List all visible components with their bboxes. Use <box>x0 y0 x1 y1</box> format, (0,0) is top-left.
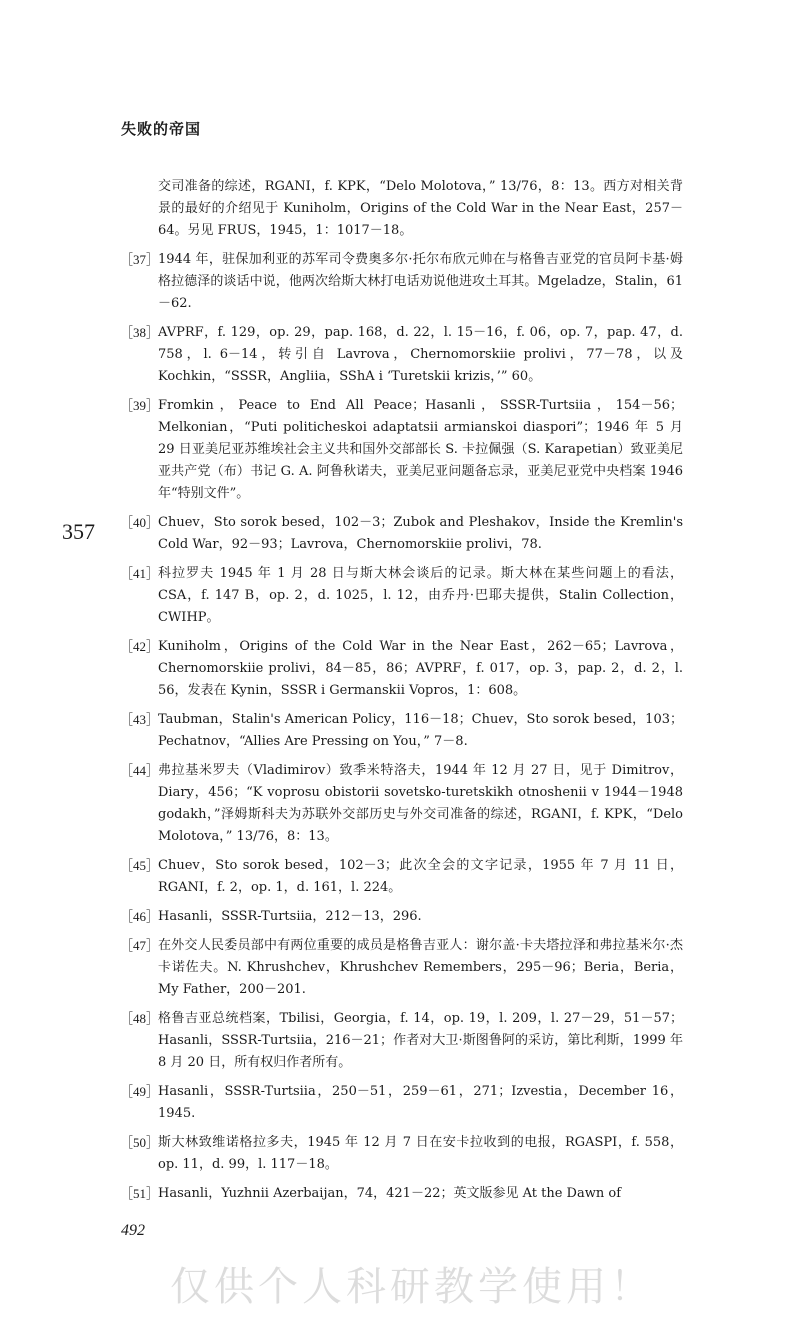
note-text: Chuev，Sto sorok besed，102－3；此次全会的文字记录，1955 年 7 月 11 日，RGANI，f. 2，op. 1，d. 161，l. 224。 <box>158 858 683 895</box>
note-number: ［48］ <box>120 1011 160 1026</box>
note-number: ［44］ <box>120 763 160 778</box>
note-number: ［50］ <box>120 1135 160 1150</box>
endnote-41 <box>120 563 683 629</box>
endnote-47 <box>120 935 683 1001</box>
note-text: Hasanli，Yuzhnii Azerbaijan，74，421－22；英文版参见 At the Dawn of <box>158 1186 622 1201</box>
endnote-44 <box>120 760 683 848</box>
endnote-38 <box>120 322 683 388</box>
note-number: ［37］ <box>120 252 160 267</box>
note-number: ［47］ <box>120 938 160 953</box>
note-text: Hasanli，SSSR-Turtsiia，212－13，296. <box>158 909 422 924</box>
note-number: ［51］ <box>120 1186 160 1201</box>
page-number: 492 <box>121 1222 145 1239</box>
note-number: ［42］ <box>120 639 160 654</box>
endnote-42 <box>120 636 683 702</box>
endnote-40 <box>120 512 683 556</box>
note-number: ［43］ <box>120 712 160 727</box>
note-text: 1944 年，驻保加利亚的苏军司令费奥多尔·托尔布欣元帅在与格鲁吉亚党的官员阿卡基·姆格拉德泽的谈话中说，他两次给斯大林打电话劝说他进攻土耳其。Mgeladze，Stalin，61－62. <box>158 252 683 311</box>
endnote-46 <box>120 906 683 928</box>
endnotes-list <box>120 176 683 1212</box>
endnote-48 <box>120 1008 683 1074</box>
note-text: 在外交人民委员部中有两位重要的成员是格鲁吉亚人：谢尔盖·卡夫塔拉泽和弗拉基米尔·杰卡诺佐夫。N. Khrushchev，Khrushchev Remembers，295－96；Beria，Beria，My Father，200－201. <box>158 938 683 997</box>
note-text: Hasanli，SSSR-Turtsiia，250－51，259－61，271；Izvestia，December 16，1945. <box>158 1084 683 1121</box>
endnote-37 <box>120 249 683 315</box>
note-number: ［40］ <box>120 515 160 530</box>
note-text: Chuev，Sto sorok besed，102－3；Zubok and Pleshakov，Inside the Kremlin's Cold War，92－93；Lavrova，Chernomorskiie prolivi，78. <box>158 515 683 552</box>
note-number: ［46］ <box>120 909 160 924</box>
endnote-45 <box>120 855 683 899</box>
endnote-39 <box>120 395 683 505</box>
endnote-51 <box>120 1183 683 1205</box>
note-text: Kuniholm，Origins of the Cold War in the Near East，262－65；Lavrova，Chernomorskiie prolivi，84－85，86；AVPRF，f. 017，op. 3，pap. 2，d. 2，l. 56，发表在 Kynin，SSSR i Germanskii Vopros，1：608。 <box>158 639 683 698</box>
endnote-50 <box>120 1132 683 1176</box>
note-text: 斯大林致维诺格拉多夫，1945 年 12 月 7 日在安卡拉收到的电报，RGASPI，f. 558，op. 11，d. 99，l. 117－18。 <box>158 1135 683 1172</box>
note-number: ［38］ <box>120 325 160 340</box>
note-text: 弗拉基米罗夫（Vladimirov）致季米特洛夫，1944 年 12 月 27 日，见于 Dimitrov，Diary，456；“K voprosu obistorii sovetsko-turetskikh otnoshenii v 1944－1948 godakh，”泽姆斯科夫为苏联外交部历史与外交司准备的综述，RGANI，f. KPK，“Delo Molotova，” 13/76，8：13。 <box>158 763 683 844</box>
watermark: 仅供个人科研教学使用！ <box>170 1264 654 1310</box>
margin-page-number: 357 <box>62 519 95 544</box>
note-number: ［39］ <box>120 398 160 413</box>
note-text: 科拉罗夫 1945 年 1 月 28 日与斯大林会谈后的记录。斯大林在某些问题上的看法，CSA，f. 147 B，op. 2，d. 1025，l. 12，由乔丹·巴耶夫提供，Stalin Collection，CWIHP。 <box>158 566 683 625</box>
note-number: ［49］ <box>120 1084 160 1099</box>
note-number: ［41］ <box>120 566 160 581</box>
note-text: 格鲁吉亚总统档案，Tbilisi，Georgia，f. 14，op. 19，l. 209，l. 27－29，51－57；Hasanli，SSSR-Turtsiia，216－21；作者对大卫·斯图鲁阿的采访，第比利斯，1999 年 8 月 20 日，所有权归作者所有。 <box>158 1011 683 1070</box>
continued-note-text: 交司准备的综述，RGANI，f. KPK，“Delo Molotova，” 13/76，8：13。西方对相关背景的最好的介绍见于 Kuniholm，Origins of the Cold War in the Near East，257－64。另见 FRUS，1945，1：1017－18。 <box>158 179 683 238</box>
note-text: AVPRF，f. 129，op. 29，pap. 168，d. 22，l. 15－16，f. 06，op. 7，pap. 47，d. 758，l. 6－14，转引自 Lavrova，Chernomorskiie prolivi，77－78，以及 Kochkin，“SSSR，Angliia，SShA i ‘Turetskii krizis，’” 60。 <box>158 325 683 384</box>
running-header: 失败的帝国 <box>121 120 202 138</box>
note-text: Taubman，Stalin's American Policy，116－18；Chuev，Sto sorok besed，103；Pechatnov，“Allies Are Pressing on You，” 7－8. <box>158 712 683 749</box>
endnote-49 <box>120 1081 683 1125</box>
note-number: ［45］ <box>120 858 160 873</box>
endnote-43 <box>120 709 683 753</box>
note-text: Fromkin，Peace to End All Peace；Hasanli，SSSR-Turtsiia，154－56；Melkonian，“Puti politicheskoi adaptatsii armianskoi diaspori”；1946 年 5 月 29 日亚美尼亚苏维埃社会主义共和国外交部部长 S. 卡拉佩强（S. Karapetian）致亚美尼亚共产党（布）书记 G. A. 阿鲁秋诺夫，亚美尼亚问题备忘录，亚美尼亚党中央档案 1946 年“特别文件”。 <box>158 398 683 501</box>
